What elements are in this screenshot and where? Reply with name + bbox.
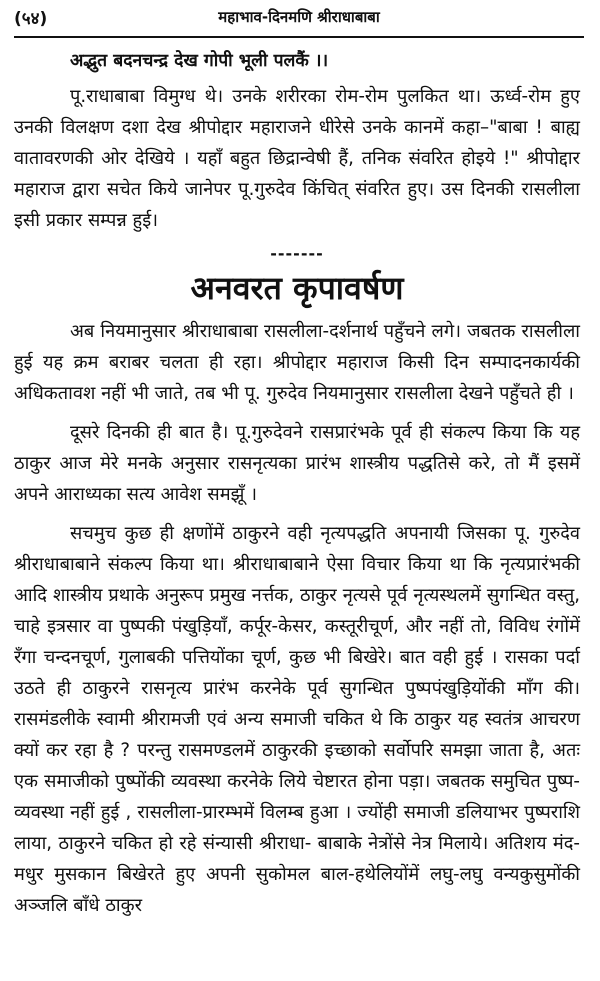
page-header bbox=[14, 0, 584, 38]
verse-line: अद्भुत बदनचन्द्र देख गोपी भूली पलकैं ।। bbox=[70, 51, 329, 71]
section-heading: अनवरत कृपावर्षण bbox=[190, 269, 404, 307]
paragraph-3: दूसरे दिनकी ही बात है। पू.गुरुदेवने रासप्रारंभके पूर्व ही संकल्प किया कि यह ठाकुर आज मेरे मनके अनुसार रासनृत्यका प्रारंभ शास्त्रीय पद्धतिसे करे, तो मैं इसमें अपने आराध्यका सत्य आवेश समझूँ । bbox=[14, 422, 580, 505]
section-separator: ------- bbox=[270, 244, 324, 263]
running-title: महाभाव-दिनमणि श्रीराधाबाबा bbox=[218, 8, 380, 26]
page-number: (५४) bbox=[14, 9, 48, 29]
paragraph-2: अब नियमानुसार श्रीराधाबाबा रासलीला-दर्शनार्थ पहुँचने लगे। जबतक रासलीला हुई यह क्रम बराबर चलता ही रहा। श्रीपोद्दार महाराज किसी दिन सम्पादनकार्यकी अधिकतावश नहीं भी जाते, तब भी पू. गुरुदेव नियमानुसार रासलीला देखने पहुँचते ही । bbox=[14, 321, 580, 404]
paragraph-4: सचमुच कुछ ही क्षणोंमें ठाकुरने वही नृत्यपद्धति अपनायी जिसका पू. गुरुदेव श्रीराधाबाबाने संकल्प किया था। श्रीराधाबाबाने ऐसा विचार किया था कि नृत्यप्रारंभकी आदि शास्त्रीय प्रथाके अनुरूप प्रमुख नर्त्तक, ठाकुर नृत्यसे पूर्व नृत्यस्थलमें सुगन्धित वस्तु, चाहे इत्रसार वा पुष्पकी पंखुड़ियाँ, कर्पूर-केसर, कस्तूरीचूर्ण, और नहीं तो, विविध रंगोंमें रँगा चन्दनचूर्ण, गुलाबकी पत्तियोंका चूर्ण, कुछ भी बिखेरे। बात वही हुई । रासका पर्दा उठते ही ठाकुरने रासनृत्य प्रारंभ करनेके पूर्व सुगन्धित पुष्पपंखुड़ियोंकी माँग की। रासमंडलीके स्वामी श्रीरामजी एवं अन्य समाजी चकित थे कि ठाकुर यह स्वतंत्र आचरण क्यों कर रहा है ? परन्तु रासमण्डलमें ठाकुरकी इच्छाको सर्वोपरि समझा जाता है, अतः एक समाजीको पुष्पोंकी व्यवस्था करनेके लिये चेष्टारत होना पड़ा। जबतक समुचित पुष्प-व्यवस्था नहीं हुई , रासलीला-प्रारम्भमें विलम्ब हुआ । ज्योंही समाजी डलियाभर पुष्पराशि लाया, ठाकुरने चकित हो रहे संन्यासी श्रीराधा- बाबाके नेत्रोंसे नेत्र मिलाये। अतिशय मंद-मधुर मुसकान बिखेरते हुए अपनी सुकोमल बाल-हथेलियोंमें लघु-लघु वन्यकुसुमोंकी अञ्जलि बाँधे ठाकुर bbox=[14, 523, 580, 916]
page-body bbox=[12, 38, 586, 921]
paragraph-1: पू.राधाबाबा विमुग्ध थे। उनके शरीरका रोम-रोम पुलकित था। ऊर्ध्व-रोम हुए उनकी विलक्षण दशा देख श्रीपोद्दार महाराजने धीरेसे उनके कानमें कहा–"बाबा ! बाह्य वातावरणकी ओर देखिये । यहाँ बहुत छिद्रान्वेषी हैं, तनिक संवरित होइये !" श्रीपोद्दार महाराज द्वारा सचेत किये जानेपर पू.गुरुदेव किंचित् संवरित हुए। उस दिनकी रासलीला इसी प्रकार सम्पन्न हुई। bbox=[14, 86, 580, 231]
